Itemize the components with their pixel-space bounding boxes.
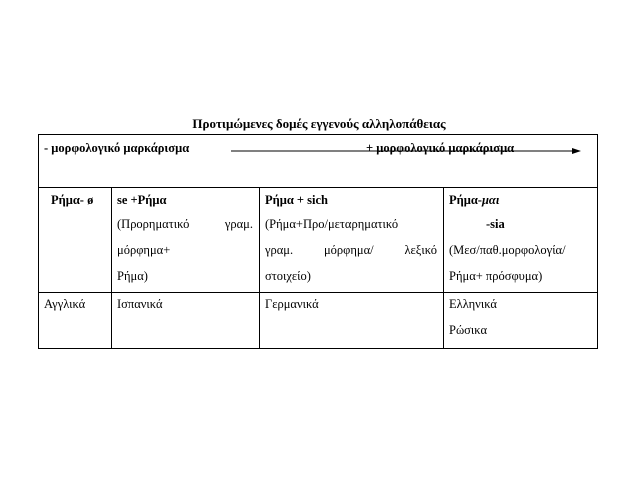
- language-russian: Ρώσικα: [449, 323, 488, 337]
- column-divider: [111, 187, 112, 349]
- desc-line: στοιχείο): [265, 269, 311, 283]
- scale-right-label: + μορφολογικό μαρκάρισμα: [366, 141, 515, 155]
- header-verb-mai: [449, 190, 499, 211]
- language-spanish: Ισπανικά: [117, 297, 163, 311]
- desc-line: μόρφημα+: [117, 243, 171, 257]
- language-english: Αγγλικά: [44, 297, 86, 311]
- header-verb-sich: Ρήμα + sich: [265, 193, 329, 207]
- row-divider: [39, 292, 597, 293]
- desc-line: Ρήμα): [117, 269, 148, 283]
- scale-arrow-icon: [231, 148, 581, 154]
- header-se-verb: se +Ρήμα: [117, 193, 167, 207]
- column-divider: [443, 187, 444, 349]
- page-title: Προτιμώμενες δομές εγγενούς αλληλοπάθειας: [192, 116, 446, 131]
- header-suffix: μαι: [481, 193, 500, 207]
- desc-line: (Προρηματικό γραμ.: [117, 217, 253, 231]
- desc-line: γραμ. μόρφημα/ λεξικό: [265, 243, 437, 257]
- constructions-table: [38, 134, 598, 349]
- desc-line: (Μεσ/παθ.μορφολογία/: [449, 243, 566, 257]
- desc-line: Ρήμα+ πρόσφυμα): [449, 269, 543, 283]
- header-verb-zero: [51, 190, 93, 211]
- header-sia: -sia: [486, 217, 505, 231]
- language-german: Γερμανικά: [265, 297, 319, 311]
- header-text: Ρήμα-: [51, 193, 88, 207]
- column-divider: [259, 187, 260, 349]
- desc-line: (Ρήμα+Προ/μεταρηματικό: [265, 217, 399, 231]
- scale-left-label: - μορφολογικό μαρκάρισμα: [44, 141, 190, 155]
- language-greek: Ελληνικά: [449, 297, 497, 311]
- null-symbol: ø: [87, 193, 94, 207]
- row-divider: [39, 187, 597, 188]
- header-text: Ρήμα-: [449, 193, 482, 207]
